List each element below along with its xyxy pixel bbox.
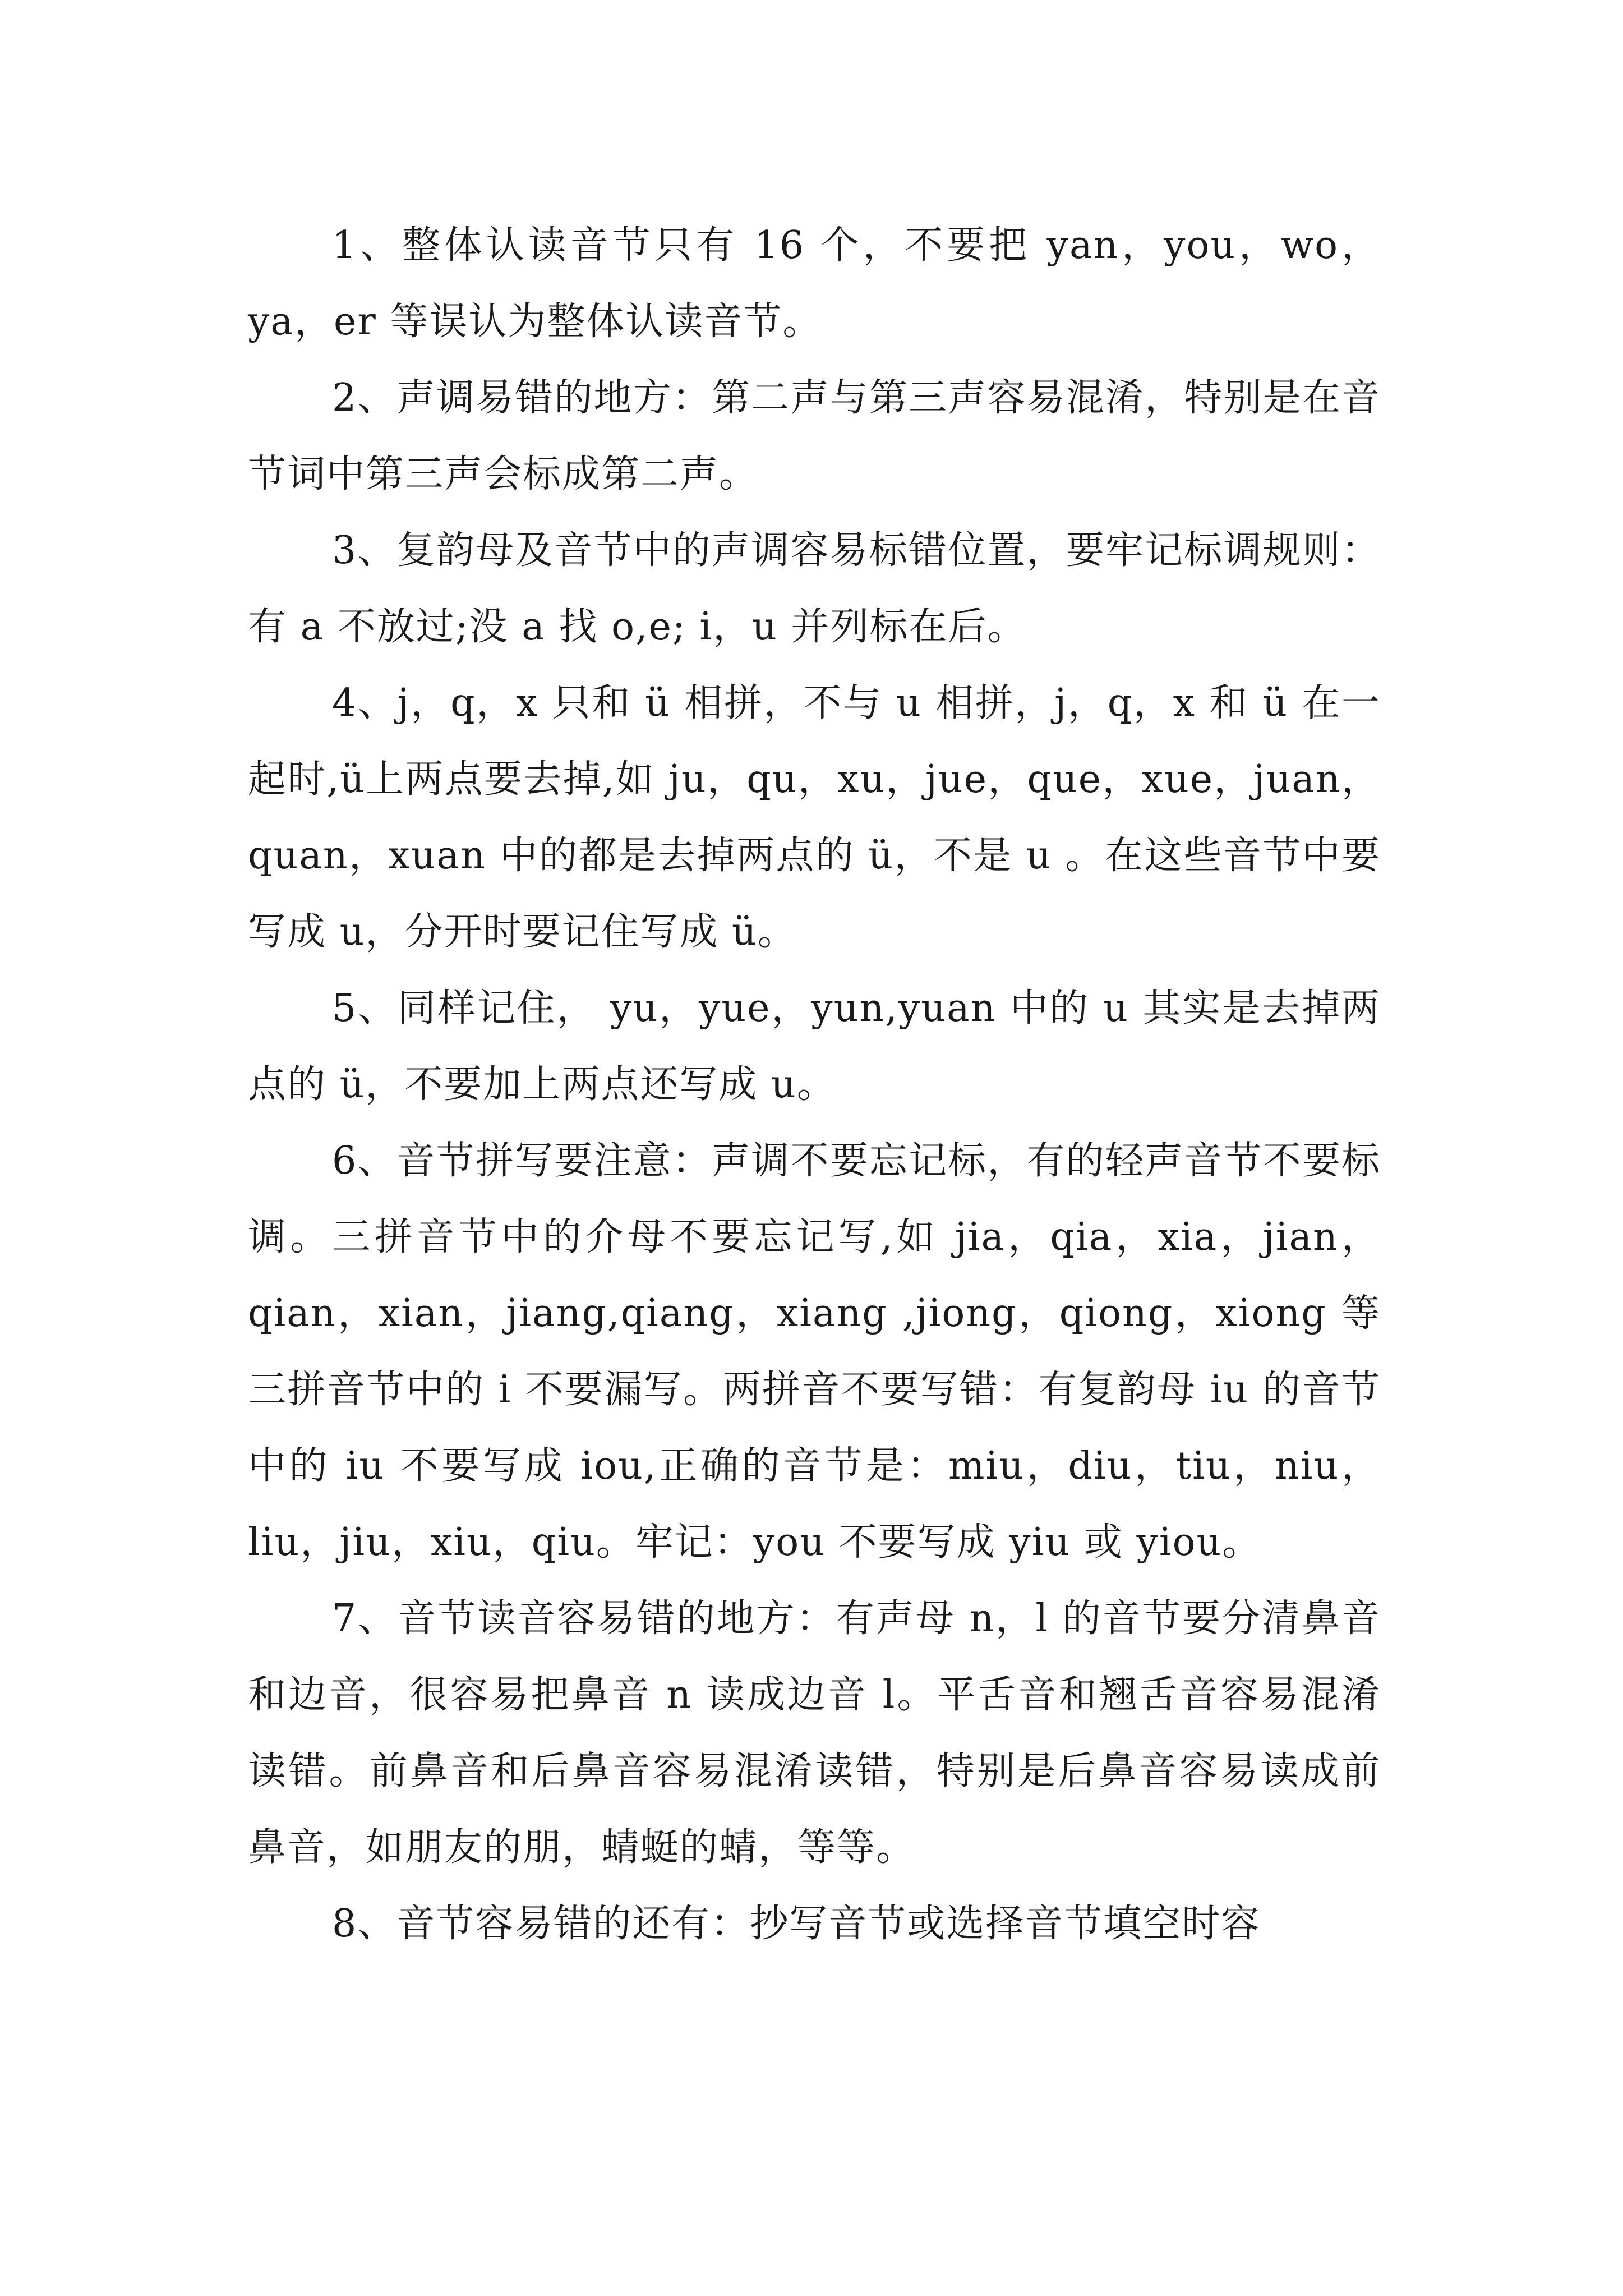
paragraph-8: 8、音节容易错的还有：抄写音节或选择音节填空时容	[332, 1902, 1261, 1946]
paragraph-4: 4、j，q，x 只和 ü 相拼，不与 u 相拼，j，q，x 和 ü 在一起时,ü上两点要去掉,如 ju，qu，xu，jue，que，xue，juan，quan，xuan 中的都是去掉两点的 ü，不是 u 。在这些音节中要写成 u，分开时要记住写成 ü。	[248, 681, 1381, 954]
paragraph-3: 3、复韵母及音节中的声调容易标错位置，要牢记标调规则：有 a 不放过;没 a 找 o,e; i，u 并列标在后。	[248, 528, 1381, 649]
paragraph-2: 2、声调易错的地方：第二声与第三声容易混淆，特别是在音节词中第三声会标成第二声。	[248, 376, 1381, 496]
paragraph-7: 7、音节读音容易错的地方：有声母 n，l 的音节要分清鼻音和边音，很容易把鼻音 n 读成边音 l。平舌音和翘舌音容易混淆读错。前鼻音和后鼻音容易混淆读错，特别是后鼻音容易读成前鼻音，如朋友的朋，蜻蜓的蜻，等等。	[248, 1596, 1381, 1870]
paragraph-5: 5、同样记住， yu，yue，yun,yuan 中的 u 其实是去掉两点的 ü，不要加上两点还写成 u。	[248, 986, 1381, 1107]
paragraph-1: 1、整体认读音节只有 16 个，不要把 yan，you，wo，ya，er 等误认为整体认读音节。	[248, 223, 1381, 344]
paragraph-6: 6、音节拼写要注意：声调不要忘记标，有的轻声音节不要标调。三拼音节中的介母不要忘记写,如 jia，qia，xia，jian，qian，xian，jiang,qiang，xiang ,jiong，qiong，xiong 等三拼音节中的 i 不要漏写。两拼音不要写错：有复韵母 iu 的音节中的 iu 不要写成 iou,正确的音节是：miu，diu，tiu，niu，liu，jiu，xiu，qiu。牢记：you 不要写成 yiu 或 yiou。	[248, 1139, 1381, 1565]
document-body	[248, 208, 1381, 1962]
